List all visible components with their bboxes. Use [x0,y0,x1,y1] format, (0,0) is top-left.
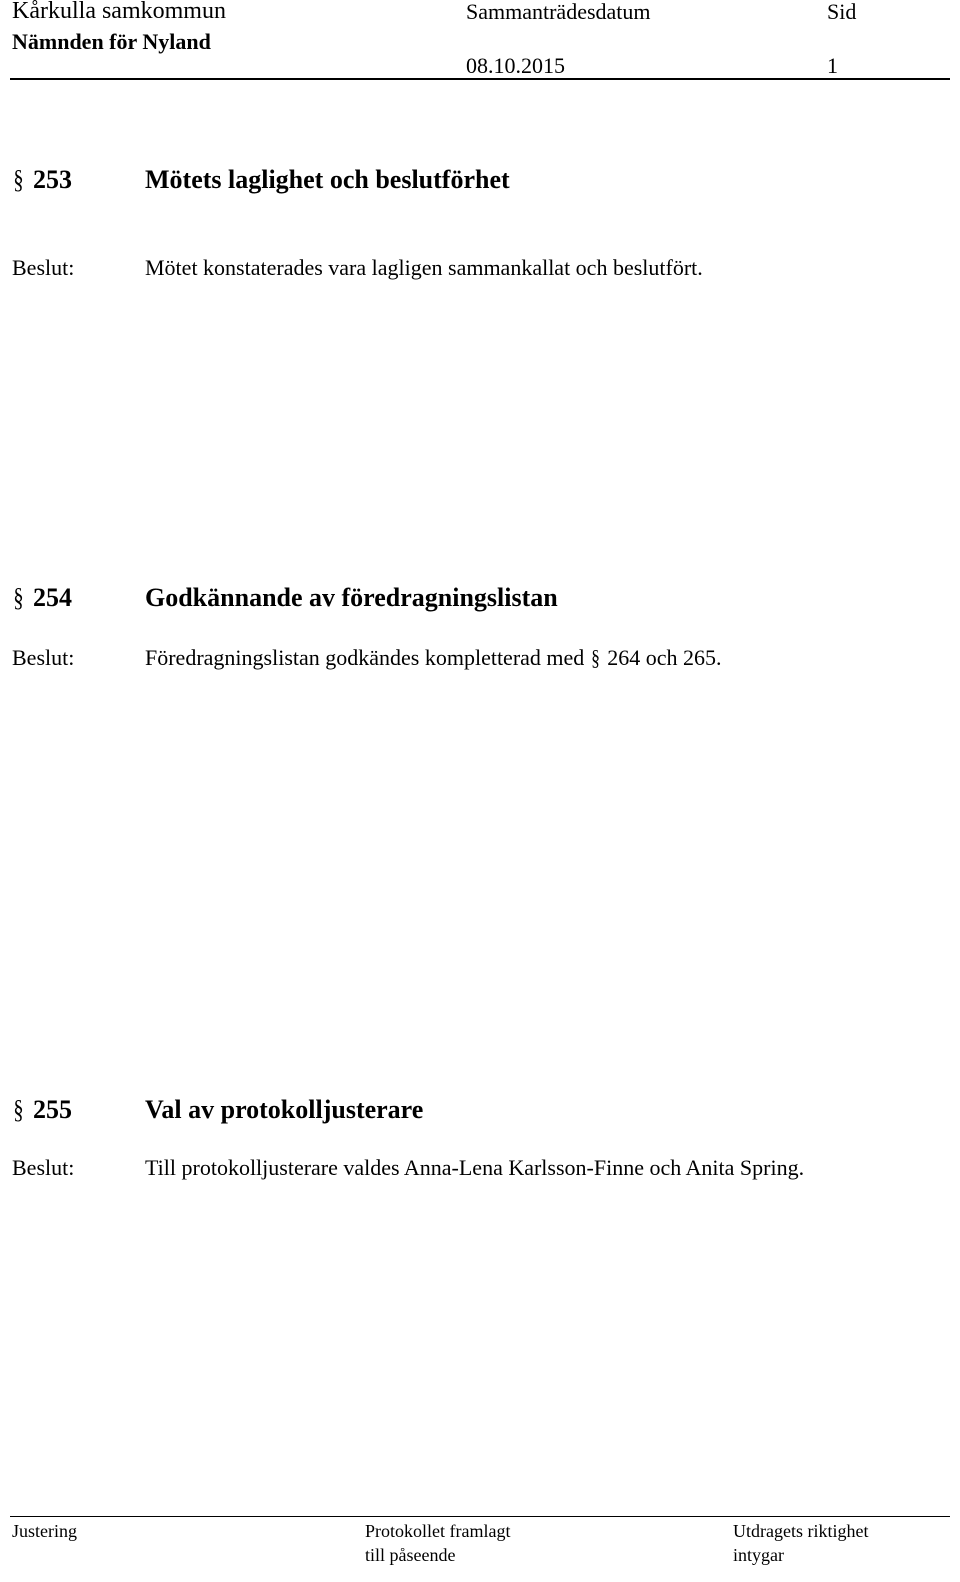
section-number-254 [12,583,72,613]
header-divider [10,78,950,80]
footer-justering: Justering [12,1521,77,1541]
decision-text-254 [145,645,722,671]
decision-text-253: Mötet konstaterades vara lagligen sammankallat och beslutfört. [145,255,703,280]
section-title-253: Mötets laglighet och beslutförhet [145,165,510,194]
paragraph-sign: § [13,165,24,194]
section-title-254: Godkännande av föredragningslistan [145,583,558,612]
meeting-date-value: 08.10.2015 [466,53,565,78]
page-label: Sid [827,0,857,24]
decision-text-after: 264 och 265. [607,645,722,670]
footer-protocol-posted: Protokollet framlagt [365,1521,511,1541]
paragraph-sign: § [591,645,601,670]
footer-certify: intygar [733,1545,784,1565]
meeting-date-label: Sammanträdesdatum [466,0,651,24]
section-number-253 [12,165,72,195]
board-name: Nämnden för Nyland [12,29,211,54]
decision-text-before: Föredragningslistan godkändes kompletterad med [145,645,585,670]
footer-divider [10,1516,950,1517]
decision-label-254: Beslut: [12,645,75,670]
decision-text-255: Till protokolljusterare valdes Anna-Lena Karlsson-Finne och Anita Spring. [145,1155,805,1180]
section-number: 254 [33,583,72,612]
section-number-255 [12,1095,72,1125]
footer-for-review: till påseende [365,1545,456,1565]
page-number: 1 [827,53,838,78]
organization-name: Kårkulla samkommun [12,0,226,24]
decision-label-253: Beslut: [12,255,75,280]
section-number: 253 [33,165,72,194]
paragraph-sign: § [13,583,24,612]
section-number: 255 [33,1095,72,1124]
paragraph-sign: § [13,1095,24,1124]
decision-label-255: Beslut: [12,1155,75,1180]
footer-extract-accuracy: Utdragets riktighet [733,1521,869,1541]
section-title-255: Val av protokolljusterare [145,1095,424,1124]
